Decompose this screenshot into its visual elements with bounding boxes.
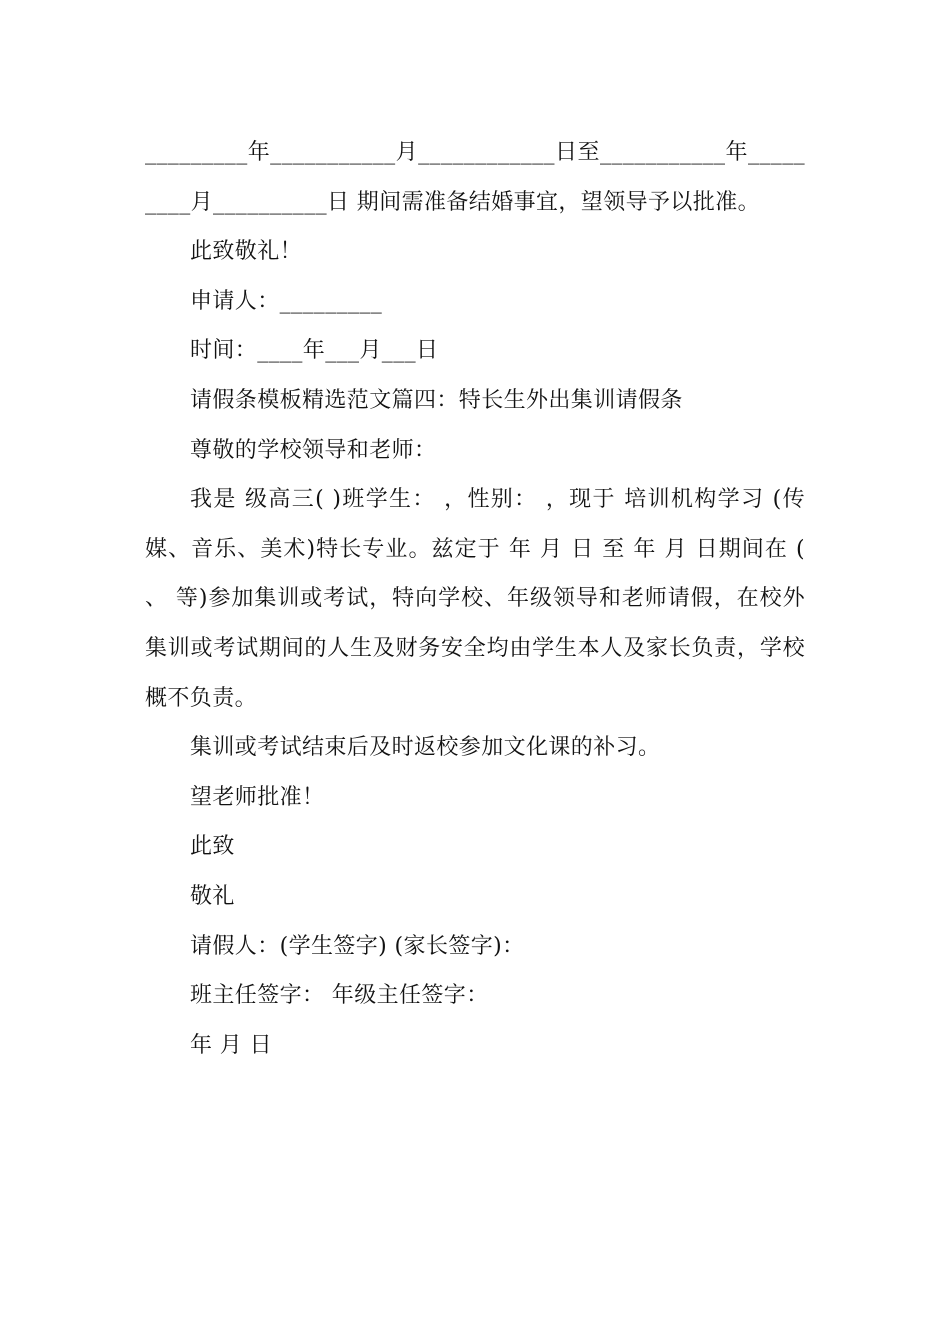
time-line: 时间：____年___月___日 [190, 338, 439, 364]
date-range-paragraph: _________年___________月____________日至___________年_________月__________日 期间需准备结婚事宜，望领导予以批准。 [145, 140, 805, 215]
greeting-line: 尊敬的学校领导和老师： [190, 437, 437, 463]
applicant-line: 申请人：_________ [190, 288, 383, 314]
date-line: 年 月 日 [190, 1032, 272, 1058]
section-heading: 请假条模板精选范文篇四：特长生外出集训请假条 [190, 387, 683, 413]
salutation-closing: 此致敬礼！ [190, 239, 303, 265]
document-body [145, 128, 805, 1070]
requester-signature-line: 请假人：(学生签字) (家长签字)： [190, 933, 525, 959]
followup-paragraph: 集训或考试结束后及时返校参加文化课的补习。 [190, 735, 661, 761]
body-paragraph: 我是 级高三( )班学生： ，性别： ，现于 培训机构学习 (传媒、音乐、美术)特长专业。兹定于 年 月 日 至 年 月 日期间在 ( 、 等)参加集训或考试，特向学校、年级领导和老师请假，在校外集训或考试期间的人生及财务安全均由学生本人及家长负责，学校概不负责。 [145, 487, 805, 711]
teacher-signature-line: 班主任签字： 年级主任签字： [190, 983, 489, 1009]
closing-line-1: 此致 [190, 834, 235, 860]
request-approval-line: 望老师批准！ [190, 784, 325, 810]
closing-line-2: 敬礼 [190, 883, 235, 909]
